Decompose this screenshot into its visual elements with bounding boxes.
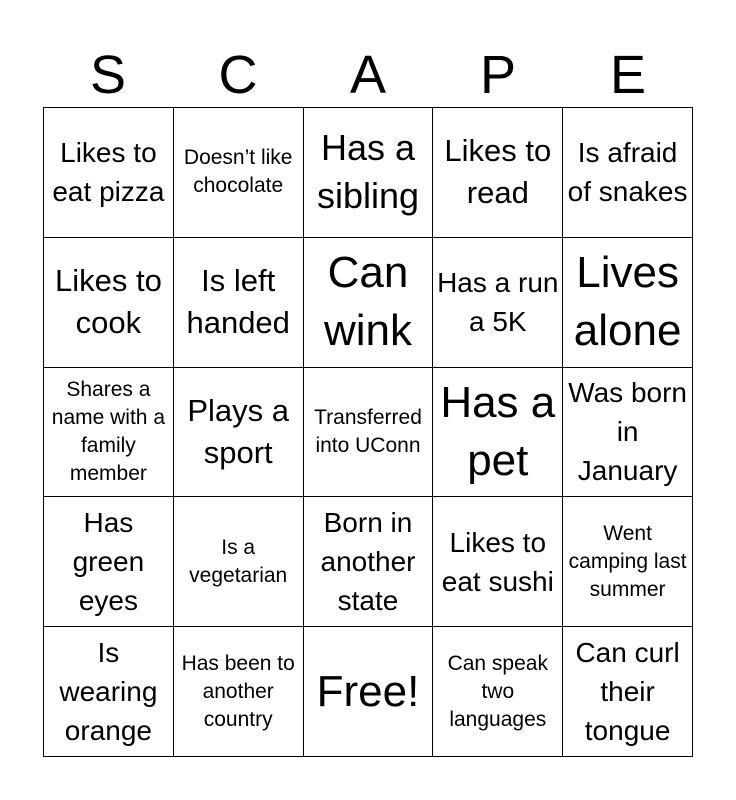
cell-text: Likes to eat pizza <box>52 137 165 208</box>
cell-text: Lives alone <box>573 248 682 356</box>
cell-text: Plays a sport <box>187 392 290 470</box>
cell-text: Likes to eat sushi <box>441 526 554 597</box>
cell-text: Doesn’t like chocolate <box>183 146 293 198</box>
bingo-cell[interactable] <box>304 497 434 627</box>
bingo-cell[interactable] <box>433 497 563 627</box>
cell-text: Is left handed <box>186 263 290 341</box>
bingo-cell[interactable] <box>174 238 304 368</box>
cell-text: Is afraid of snakes <box>567 137 688 208</box>
bingo-cell[interactable] <box>44 238 174 368</box>
bingo-cell[interactable] <box>433 108 563 238</box>
cell-text: Went camping last summer <box>568 521 687 601</box>
header-letter-e: E <box>609 45 647 105</box>
bingo-cell[interactable] <box>563 627 693 757</box>
header-letter-a: A <box>349 45 387 105</box>
bingo-cell[interactable] <box>44 108 174 238</box>
bingo-cell[interactable] <box>304 368 434 498</box>
bingo-cell[interactable] <box>44 497 174 627</box>
bingo-cell[interactable] <box>44 627 174 757</box>
bingo-cell[interactable] <box>174 497 304 627</box>
header-letter-c: C <box>218 45 258 105</box>
bingo-cell[interactable] <box>563 108 693 238</box>
bingo-cell[interactable] <box>563 368 693 498</box>
bingo-cell[interactable] <box>304 238 434 368</box>
cell-text: Has a run a 5K <box>437 267 559 338</box>
bingo-cell[interactable] <box>433 368 563 498</box>
bingo-cell[interactable] <box>563 497 693 627</box>
cell-text: Has a sibling <box>316 127 420 217</box>
bingo-cell[interactable] <box>174 108 304 238</box>
bingo-cell[interactable] <box>563 238 693 368</box>
cell-text: Likes to read <box>444 133 552 211</box>
cell-text: Can curl their tongue <box>575 637 680 747</box>
bingo-cell[interactable] <box>174 368 304 498</box>
bingo-cell[interactable] <box>304 108 434 238</box>
cell-text: Has green eyes <box>72 507 145 617</box>
bingo-cell[interactable] <box>433 627 563 757</box>
cell-text: Was born in January <box>568 377 687 487</box>
bingo-cell[interactable] <box>174 627 304 757</box>
header-letter-s: S <box>89 45 127 105</box>
cell-text: Shares a name with a family member <box>51 377 166 485</box>
cell-text: Free! <box>316 666 420 716</box>
cell-text: Can speak two languages <box>447 651 548 731</box>
cell-text: Is a vegetarian <box>189 535 288 587</box>
bingo-cell[interactable] <box>44 368 174 498</box>
cell-text: Has been to another country <box>181 651 295 731</box>
bingo-board <box>43 107 693 757</box>
bingo-header <box>43 44 693 106</box>
cell-text: Has a pet <box>440 377 556 485</box>
free-space-cell[interactable] <box>304 627 434 757</box>
bingo-cell[interactable] <box>433 238 563 368</box>
cell-text: Is wearing orange <box>59 637 158 747</box>
cell-text: Likes to cook <box>54 263 162 341</box>
header-letter-p: P <box>479 45 517 105</box>
cell-text: Can wink <box>323 248 412 356</box>
cell-text: Transferred into UConn <box>314 405 422 457</box>
cell-text: Born in another state <box>320 507 416 617</box>
